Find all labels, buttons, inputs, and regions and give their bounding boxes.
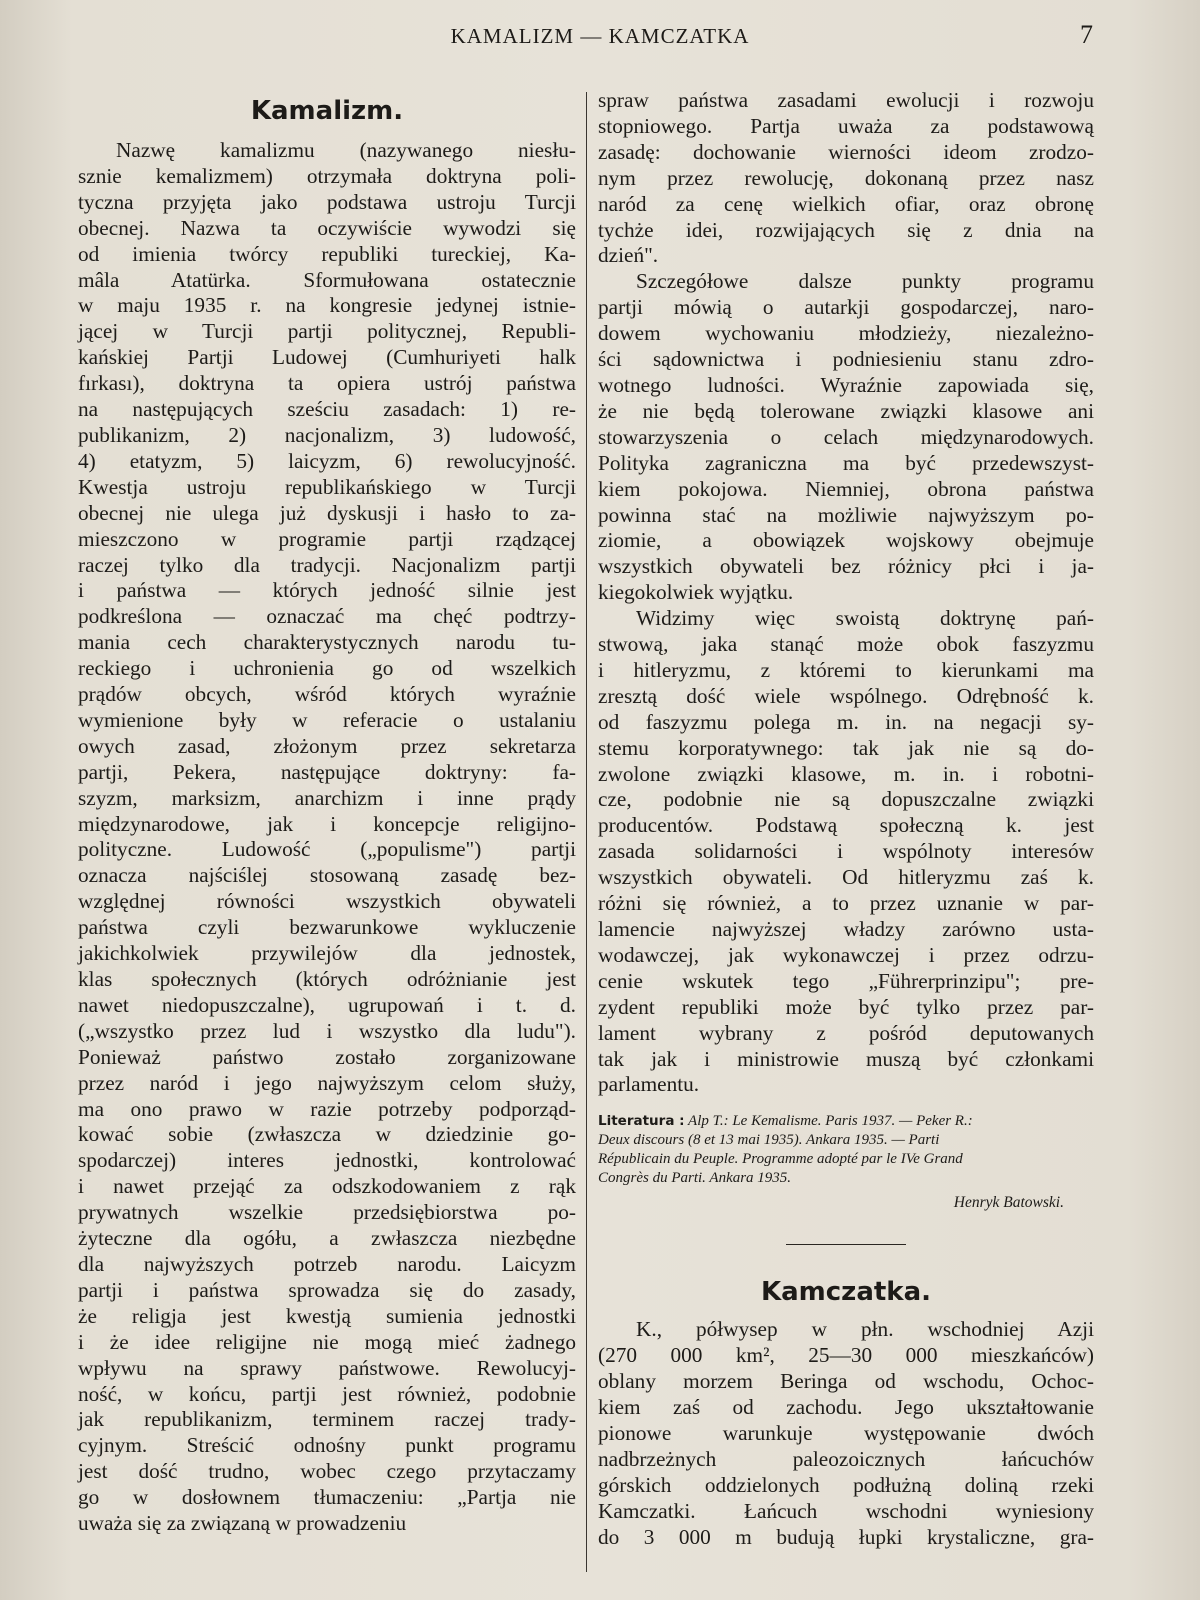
text-line: cyjnym. Streścić odnośny punkt programu: [78, 1433, 576, 1458]
text-line: od imienia twórcy republiki tureckiej, Ka-: [78, 241, 576, 266]
text-line: jącej w Turcji partji politycznej, Republi-: [78, 319, 576, 344]
text-line: podkreślona — oznaczać ma chęć podtrzy-: [78, 604, 576, 629]
text-line: nym przez rewolucję, dokonaną przez nasz: [598, 165, 1094, 190]
text-line: na następujących sześciu zasadach: 1) re-: [78, 397, 576, 422]
text-line: prywatnych wszelkie przedsiębiorstwa po-: [78, 1200, 576, 1225]
text-line: partji, Pekera, następujące doktryny: fa-: [78, 759, 576, 784]
text-line: ziomie, a obowiązek wojskowy obejmuje: [598, 528, 1094, 553]
text-line: wotnego ludności. Wyraźnie zapowiada się,: [598, 372, 1094, 397]
text-line: państwa czyli bezwarunkowe wykluczenie: [78, 915, 576, 940]
left-column: [78, 88, 576, 1537]
text-line: tyczna przyjęta jako podstawa ustroju Turcji: [78, 189, 576, 214]
literature-text: Alp T.: Le Kemalisme. Paris 1937. — Peker R.:: [688, 1113, 973, 1130]
literature-line: [598, 1112, 1094, 1131]
text-line: jest dość trudno, wobec czego przytaczamy: [78, 1459, 576, 1484]
running-head: KAMALIZM — KAMCZATKA: [450, 24, 750, 48]
text-line: ści sądownictwa i podniesieniu stanu zdro-: [598, 347, 1094, 372]
text-line: kować sobie (zwłaszcza w dziedzinie go-: [78, 1122, 576, 1147]
text-line: Polityka zagraniczna ma być przedewszyst-: [598, 450, 1094, 475]
text-line: przez naród i jego najwyższym celom służy,: [78, 1070, 576, 1095]
text-line: i nawet przejąć za odszkodowaniem z rąk: [78, 1174, 576, 1199]
text-line: raczej tylko dla tradycji. Nacjonalizm partji: [78, 552, 576, 577]
text-line: prądów obcych, wśród których wyraźnie: [78, 682, 576, 707]
literature-line: Républicain du Peuple. Programme adopté par le IVe Grand: [598, 1151, 963, 1168]
text-line: 4) etatyzm, 5) laicyzm, 6) rewolucyjność.: [78, 448, 576, 473]
text-line: jakichkolwiek przywilejów dla jednostek,: [78, 941, 576, 966]
text-line: ma ono prawo w razie potrzeby podporząd-: [78, 1096, 576, 1121]
text-line: pionowe warunkuje występowanie dwóch: [598, 1420, 1094, 1445]
text-line: lamencie najwyższej władzy zarówno usta-: [598, 917, 1094, 941]
text-line: publikanizm, 2) nacjonalizm, 3) ludowość,: [78, 422, 576, 447]
text-line: mâla Atatürka. Sformułowana ostatecznie: [78, 267, 576, 292]
text-line: naród za cenę wielkich ofiar, oraz obronę: [598, 191, 1094, 216]
text-line: K., półwysep w płn. wschodniej Azji: [636, 1317, 1094, 1342]
text-line: zasada solidarności i wspólnoty interesów: [598, 839, 1094, 864]
text-line: lament wybrany z pośród deputowanych: [598, 1020, 1094, 1045]
article-body-kamalizm: [78, 138, 576, 1537]
text-line: dla najwyższych potrzeb narodu. Laicyzm: [78, 1251, 576, 1276]
text-line: mieszczono w programie partji rządzącej: [78, 526, 576, 551]
text-line: powinna stać na możliwie najwyższym po-: [598, 502, 1094, 527]
text-line: tychże idei, rozwijających się z dnia na: [598, 217, 1094, 242]
text-line: wszystkich obywateli bez różnicy płci i ja-: [598, 554, 1094, 579]
text-line: stwową, jaka stanąć może obok faszyzmu: [598, 632, 1094, 657]
text-line: („wszystko przez lud i wszystko dla ludu").: [78, 1018, 576, 1043]
text-line: i że idee religijne nie mogą mieć żadnego: [78, 1329, 576, 1354]
text-line: zydent republiki może być tylko przez par-: [598, 994, 1094, 1019]
text-line: obecnej. Nazwa ta oczywiście wywodzi się: [78, 215, 576, 240]
text-line: partji mówią o autarkji gospodarczej, naro-: [598, 295, 1094, 320]
literature-block: [598, 1112, 1094, 1188]
literature-line: Deux discours (8 et 13 mai 1935). Ankara 1935. — Parti: [598, 1132, 940, 1149]
text-line: producentów. Podstawą społeczną k. jest: [598, 813, 1094, 838]
text-line: Ponieważ państwo zostało zorganizowane: [78, 1044, 576, 1069]
text-line: międzynarodowe, jak i koncepcje religijno-: [78, 811, 576, 836]
article-body-kamalizm-continued: [598, 88, 1094, 1098]
column-divider: [586, 92, 587, 1572]
page-number: 7: [1080, 20, 1093, 49]
text-line: górskich oddzielonych podłużną doliną rzeki: [598, 1472, 1094, 1497]
text-line: dzień".: [598, 243, 659, 268]
article-heading-kamczatka: Kamczatka.: [760, 1277, 931, 1308]
text-line: kańskiej Partji Ludowej (Cumhuriyeti halk: [78, 345, 576, 370]
text-line: Kamczatki. Łańcuch wschodni wyniesiony: [598, 1498, 1094, 1523]
text-line: Kwestja ustroju republikańskiego w Turcji: [78, 474, 576, 499]
text-line: klas społecznych (których odróżnianie jest: [78, 967, 576, 991]
text-line: żyteczne dla ogółu, a zwłaszcza niezbędne: [78, 1226, 576, 1251]
text-line: stemu korporatywnego: tak jak nie są do-: [598, 735, 1094, 760]
literature-label: Literatura :: [598, 1113, 685, 1130]
text-line: fırkası), doktryna ta opiera ustrój państwa: [78, 371, 576, 396]
text-line: zasadę: dochowanie wierności ideom zrodzo-: [598, 139, 1094, 164]
text-line: sznie kemalizmem) otrzymała doktryna poli-: [78, 163, 576, 188]
text-line: spodarczej) interes jednostki, kontrolować: [78, 1148, 576, 1173]
text-line: partji i państwa sprowadza się do zasady,: [78, 1277, 576, 1302]
text-line: oblany morzem Beringa od wschodu, Ochoc-: [598, 1369, 1094, 1394]
text-line: że religja jest kwestją sumienia jednostki: [78, 1303, 576, 1328]
text-line: ność, w końcu, partji jest również, podobnie: [78, 1381, 576, 1406]
article-body-kamczatka: [598, 1317, 1094, 1550]
text-line: od faszyzmu polega m. in. na negacji sy-: [598, 709, 1094, 734]
text-line: wpływu na sprawy państwowe. Rewolucyj-: [78, 1355, 576, 1380]
text-line: tak jak i ministrowie muszą być członkami: [598, 1046, 1094, 1071]
text-line: cze, podobnie nie są dopuszczalne związki: [598, 787, 1094, 812]
right-column: [598, 88, 1094, 1551]
text-line: oznacza najściślej stosowaną zasadę bez-: [78, 863, 576, 888]
text-line: stowarzyszenia o celach międzynarodowych.: [598, 424, 1094, 449]
text-line: uważa się za związaną w prowadzeniu: [78, 1511, 407, 1536]
text-line: że nie będą tolerowane związki klasowe ani: [598, 398, 1094, 423]
text-line: Widzimy więc swoistą doktrynę pań-: [636, 606, 1094, 631]
text-line: stopniowego. Partja uważa za podstawową: [598, 113, 1094, 138]
text-line: jak republikanizm, terminem raczej trady-: [78, 1407, 576, 1432]
text-line: nadbrzeżnych paleozoicznych łańcuchów: [598, 1446, 1094, 1471]
literature-line: Congrès du Parti. Ankara 1935.: [598, 1170, 792, 1187]
text-line: zwolone związki klasowe, m. in. i robotni-: [598, 761, 1094, 786]
text-line: mania cech charakterystycznych narodu tu-: [78, 630, 576, 655]
text-line: wymienione były w referacie o ustalaniu: [78, 707, 576, 732]
text-line: polityczne. Ludowość („populisme") partji: [78, 837, 576, 862]
text-line: cenie wskutek tego „Führerprinzipu"; pre-: [598, 968, 1094, 993]
text-line: i państwa — których jedność silnie jest: [78, 578, 576, 603]
text-line: kiem pokojowa. Niemniej, obrona państwa: [598, 476, 1094, 501]
article-separator: [786, 1244, 906, 1245]
article-heading-kamalizm: Kamalizm.: [250, 96, 404, 126]
text-line: wszystkich obywateli. Od hitleryzmu zaś k.: [598, 865, 1094, 890]
text-line: kiem zaś od zachodu. Jego ukształtowanie: [598, 1395, 1094, 1420]
text-line: względnej równości wszystkich obywateli: [78, 889, 576, 914]
text-line: w maju 1935 r. na kongresie jedynej istnie-: [78, 293, 576, 318]
text-line: wodawczej, jak wykonawczej i przez odrzu-: [598, 942, 1094, 967]
text-line: obecnej nie ulega już dyskusji i hasło to za-: [78, 500, 576, 525]
text-line: kiegokolwiek wyjątku.: [598, 580, 794, 605]
text-line: dowem wychowaniu młodzieży, niezależno-: [598, 321, 1094, 346]
text-line: nawet niedopuszczalne), ugrupowań i t. d.: [78, 992, 576, 1017]
text-line: go w dosłownem tłumaczeniu: „Partja nie: [78, 1485, 576, 1510]
text-line: różni się również, a to przez uznanie w par-: [598, 891, 1094, 916]
text-line: zresztą dość wiele wspólnego. Odrębność k.: [598, 683, 1094, 708]
article-author: Henryk Batowski.: [953, 1194, 1064, 1212]
text-line: i hitleryzmu, z któremi to kierunkami ma: [598, 657, 1094, 682]
text-line: parlamentu.: [598, 1072, 700, 1097]
text-line: Szczegółowe dalsze punkty programu: [636, 269, 1094, 294]
text-line: spraw państwa zasadami ewolucji i rozwoju: [598, 88, 1094, 112]
text-line: szyzm, marksizm, anarchizm i inne prądy: [78, 785, 576, 810]
text-line: (270 000 km², 25—30 000 mieszkańców): [598, 1343, 1094, 1368]
text-line: reckiego i uchronienia go od wszelkich: [78, 656, 576, 681]
text-line: owych zasad, złożonym przez sekretarza: [78, 733, 576, 758]
text-line: Nazwę kamalizmu (nazywanego niesłu-: [116, 138, 576, 162]
text-line: do 3 000 m budują łupki krystaliczne, gra-: [598, 1524, 1094, 1549]
